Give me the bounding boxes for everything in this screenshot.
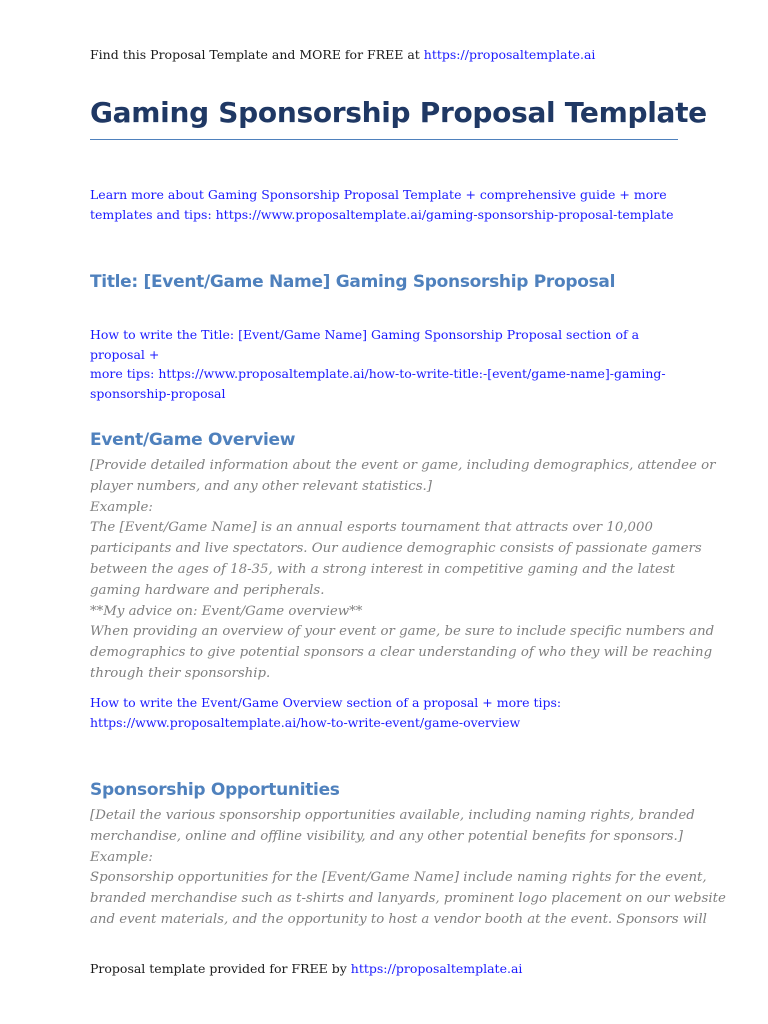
overview-line: demographics to give potential sponsors a clear understanding of who they will be reaching [90,645,713,661]
footer-text: Proposal template provided for FREE by [90,961,351,976]
overview-line: participants and live spectators. Our audience demographic consists of passionate gamers [90,541,702,557]
section-heading-sponsorship: Sponsorship Opportunities [90,780,340,800]
header-line [90,47,595,62]
sponsorship-body [90,806,726,931]
footer-line [90,961,522,976]
overview-body [90,456,716,685]
section-heading-title: Title: [Event/Game Name] Gaming Sponsorship Proposal [90,272,616,292]
section-heading-overview: Event/Game Overview [90,430,296,450]
title-help-link-line[interactable]: more tips: https://www.proposaltemplate.ai/how-to-write-title:-[event/game-name]-gaming- [90,366,666,381]
header-text: Find this Proposal Template and MORE for FREE at [90,47,424,62]
overview-line: When providing an overview of your event or game, be sure to include specific numbers and [90,624,715,640]
sponsorship-line: and event materials, and the opportunity to host a vendor booth at the event. Sponsors will [90,911,707,927]
overview-help-link-line[interactable]: https://www.proposaltemplate.ai/how-to-write-event/game-overview [90,714,521,730]
intro-link-line[interactable]: templates and tips: https://www.proposaltemplate.ai/gaming-sponsorship-proposal-template [90,206,674,222]
title-divider [90,139,678,140]
intro-link-paragraph[interactable] [90,185,678,224]
intro-link-line[interactable]: Learn more about Gaming Sponsorship Proposal Template + comprehensive guide + more [90,187,667,202]
overview-line: **My advice on: Event/Game overview** [90,603,363,619]
header-link[interactable]: https://proposaltemplate.ai [423,47,596,62]
sponsorship-line: Example: [90,849,153,865]
overview-line: The [Event/Game Name] is an annual esports tournament that attracts over 10,000 [90,520,653,536]
sponsorship-line: branded merchandise such as t-shirts and lanyards, prominent logo placement on our website [90,891,726,907]
overview-help-link-line[interactable]: How to write the Event/Game Overview section of a proposal + more tips: [90,695,562,710]
title-help-link-line[interactable]: sponsorship-proposal [90,385,226,401]
overview-line: through their sponsorship. [90,665,271,681]
overview-help-link[interactable] [90,693,678,732]
sponsorship-line: [Detail the various sponsorship opportunities available, including naming rights, branded [90,808,695,823]
overview-line: [Provide detailed information about the event or game, including demographics, attendee or [90,458,716,473]
footer-link[interactable]: https://proposaltemplate.ai [350,961,523,976]
overview-line: gaming hardware and peripherals. [90,582,325,598]
overview-line: Example: [90,499,153,515]
overview-line: between the ages of 18-35, with a strong interest in competitive gaming and the latest [90,561,676,577]
document-title: Gaming Sponsorship Proposal Template [90,96,707,129]
overview-line: player numbers, and any other relevant statistics.] [90,478,432,494]
title-help-link[interactable] [90,325,678,403]
title-help-link-line[interactable]: How to write the Title: [Event/Game Name] Gaming Sponsorship Proposal section of a proposal + [90,327,640,362]
sponsorship-line: Sponsorship opportunities for the [Event/Game Name] include naming rights for the event, [90,870,707,886]
sponsorship-line: merchandise, online and offline visibility, and any other potential benefits for sponsors.] [90,828,683,844]
